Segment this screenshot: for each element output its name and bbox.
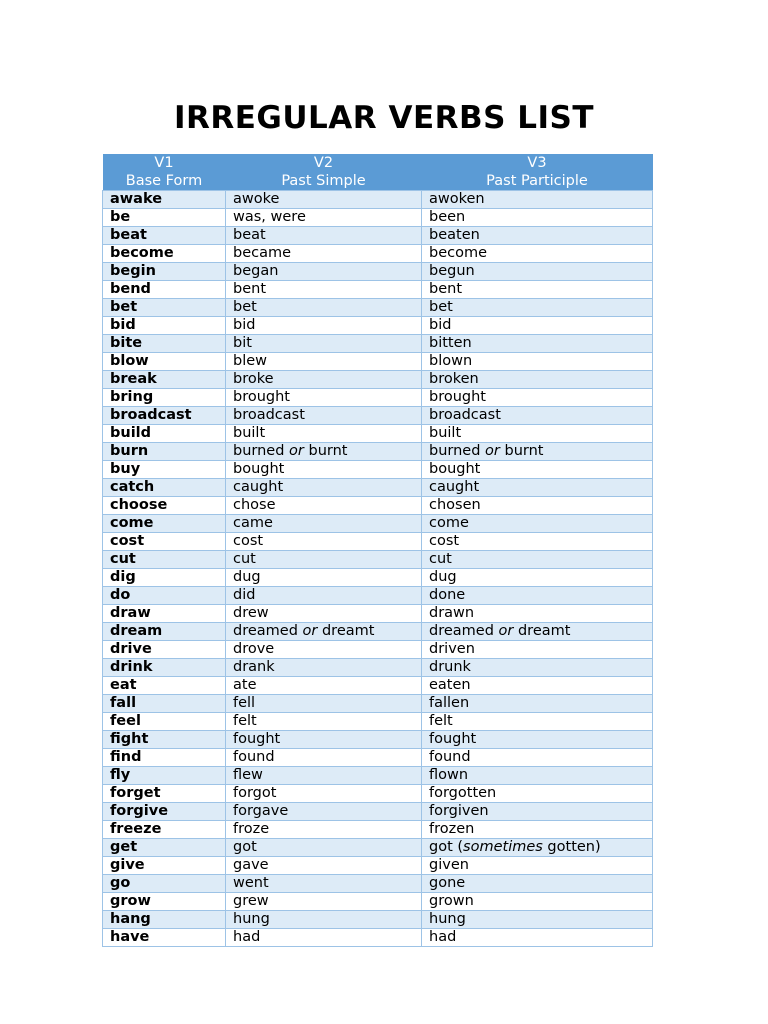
irregular-verbs-table	[102, 154, 653, 947]
verb-form-text: eaten	[429, 677, 471, 693]
past-participle-cell	[422, 515, 653, 533]
verb-form-text: broken	[429, 371, 479, 387]
verb-form-text: beaten	[429, 227, 480, 243]
verb-form-text: bent	[233, 281, 267, 297]
verb-form-text: dug	[233, 569, 261, 585]
verb-form-text: blown	[429, 353, 473, 369]
past-simple-cell	[226, 497, 422, 515]
column-header-code: V1	[154, 155, 174, 171]
verb-form-text: drank	[233, 659, 275, 675]
verb-form-text: caught	[233, 479, 284, 495]
past-simple-cell	[226, 893, 422, 911]
past-simple-cell	[226, 317, 422, 335]
base-form-cell: fight	[103, 731, 226, 749]
verb-form-text: bent	[429, 281, 463, 297]
past-simple-cell	[226, 299, 422, 317]
verb-form-text: broke	[233, 371, 274, 387]
table-row	[103, 641, 653, 659]
base-form-cell: be	[103, 209, 226, 227]
past-participle-cell	[422, 677, 653, 695]
past-simple-cell	[226, 695, 422, 713]
verb-form-text: burnt	[303, 443, 348, 459]
base-form-cell: have	[103, 929, 226, 947]
verb-form-text: fell	[233, 695, 256, 711]
verb-form-text: awoke	[233, 191, 280, 207]
table-row	[103, 479, 653, 497]
past-simple-cell	[226, 371, 422, 389]
past-simple-cell	[226, 641, 422, 659]
past-participle-cell	[422, 371, 653, 389]
table-row	[103, 587, 653, 605]
table-row	[103, 299, 653, 317]
past-simple-cell	[226, 713, 422, 731]
verb-form-text: was, were	[233, 209, 306, 225]
past-simple-cell	[226, 839, 422, 857]
past-participle-cell	[422, 461, 653, 479]
verb-form-text: forgiven	[429, 803, 489, 819]
past-simple-cell	[226, 929, 422, 947]
verb-form-text: bought	[233, 461, 285, 477]
verb-form-text: cost	[429, 533, 460, 549]
table-row	[103, 605, 653, 623]
verb-form-text: fallen	[429, 695, 470, 711]
past-participle-cell	[422, 209, 653, 227]
conjunction-text: or	[498, 623, 514, 639]
table-row	[103, 731, 653, 749]
verb-form-text: began	[233, 263, 279, 279]
table-row	[103, 425, 653, 443]
past-simple-cell	[226, 767, 422, 785]
verb-form-text: ate	[233, 677, 257, 693]
past-simple-cell	[226, 749, 422, 767]
past-simple-cell	[226, 443, 422, 461]
past-participle-cell	[422, 767, 653, 785]
verb-form-text: gone	[429, 875, 466, 891]
base-form-cell: bite	[103, 335, 226, 353]
table-body	[103, 191, 653, 947]
verb-form-text: brought	[233, 389, 290, 405]
table-row	[103, 371, 653, 389]
verb-form-text: drove	[233, 641, 275, 657]
base-form-cell: bid	[103, 317, 226, 335]
past-participle-cell	[422, 839, 653, 857]
past-participle-cell	[422, 407, 653, 425]
verb-form-text: bid	[233, 317, 256, 333]
past-participle-cell	[422, 497, 653, 515]
table-row	[103, 227, 653, 245]
past-participle-cell	[422, 659, 653, 677]
past-participle-cell	[422, 479, 653, 497]
past-participle-cell	[422, 317, 653, 335]
verb-form-text: come	[429, 515, 469, 531]
past-simple-cell	[226, 209, 422, 227]
past-participle-cell	[422, 875, 653, 893]
verb-form-text: drunk	[429, 659, 471, 675]
verb-form-text: bit	[233, 335, 252, 351]
table-row	[103, 389, 653, 407]
verb-form-text: bitten	[429, 335, 472, 351]
past-participle-cell	[422, 605, 653, 623]
past-simple-cell	[226, 227, 422, 245]
past-participle-cell	[422, 191, 653, 209]
base-form-cell: forget	[103, 785, 226, 803]
past-simple-cell	[226, 821, 422, 839]
base-form-cell: freeze	[103, 821, 226, 839]
past-simple-cell	[226, 191, 422, 209]
past-participle-cell	[422, 533, 653, 551]
verb-form-text: done	[429, 587, 466, 603]
verb-form-text: chosen	[429, 497, 481, 513]
base-form-cell: begin	[103, 263, 226, 281]
table-row	[103, 533, 653, 551]
base-form-cell: bet	[103, 299, 226, 317]
table-row	[103, 569, 653, 587]
verb-form-text: chose	[233, 497, 276, 513]
verb-form-text: cut	[429, 551, 452, 567]
verb-form-text: grown	[429, 893, 474, 909]
past-simple-cell	[226, 803, 422, 821]
table-row	[103, 353, 653, 371]
table-row	[103, 713, 653, 731]
column-header-past-participle	[422, 154, 653, 191]
verb-form-text: got (	[429, 839, 464, 855]
verb-form-text: been	[429, 209, 466, 225]
verb-form-text: dreamt	[317, 623, 375, 639]
base-form-cell: cut	[103, 551, 226, 569]
column-header-base-form	[103, 154, 226, 191]
verb-form-text: dreamed	[429, 623, 499, 639]
base-form-cell: broadcast	[103, 407, 226, 425]
base-form-cell: grow	[103, 893, 226, 911]
past-simple-cell	[226, 677, 422, 695]
past-simple-cell	[226, 389, 422, 407]
table-row	[103, 281, 653, 299]
verb-form-text: dreamt	[513, 623, 571, 639]
verb-form-text: dreamed	[233, 623, 303, 639]
table-row	[103, 335, 653, 353]
base-form-cell: get	[103, 839, 226, 857]
column-header-label: Past Participle	[486, 173, 588, 189]
column-header-label: Past Simple	[281, 173, 366, 189]
base-form-cell: blow	[103, 353, 226, 371]
table-row	[103, 623, 653, 641]
base-form-cell: bring	[103, 389, 226, 407]
past-simple-cell	[226, 353, 422, 371]
table-row	[103, 443, 653, 461]
table-row	[103, 695, 653, 713]
past-participle-cell	[422, 713, 653, 731]
past-participle-cell	[422, 929, 653, 947]
base-form-cell: give	[103, 857, 226, 875]
base-form-cell: feel	[103, 713, 226, 731]
past-simple-cell	[226, 533, 422, 551]
table-row	[103, 911, 653, 929]
past-simple-cell	[226, 461, 422, 479]
table-row	[103, 245, 653, 263]
header-row	[103, 154, 653, 191]
base-form-cell: break	[103, 371, 226, 389]
conjunction-text: or	[289, 443, 304, 459]
past-simple-cell	[226, 335, 422, 353]
column-header-code: V2	[313, 155, 334, 171]
table-row	[103, 209, 653, 227]
past-participle-cell	[422, 551, 653, 569]
past-participle-cell	[422, 281, 653, 299]
conjunction-text: sometimes	[463, 839, 543, 855]
base-form-cell: come	[103, 515, 226, 533]
past-simple-cell	[226, 407, 422, 425]
past-participle-cell	[422, 353, 653, 371]
past-participle-cell	[422, 263, 653, 281]
past-simple-cell	[226, 551, 422, 569]
verb-form-text: brought	[429, 389, 486, 405]
verb-form-text: felt	[233, 713, 257, 729]
past-participle-cell	[422, 641, 653, 659]
verb-form-text: got	[233, 839, 257, 855]
past-simple-cell	[226, 515, 422, 533]
past-simple-cell	[226, 857, 422, 875]
verb-form-text: cost	[233, 533, 264, 549]
column-header-code: V3	[527, 155, 547, 171]
verb-form-text: gave	[233, 857, 269, 873]
verb-form-text: driven	[429, 641, 475, 657]
verb-form-text: cut	[233, 551, 256, 567]
table-row	[103, 551, 653, 569]
verb-form-text: had	[429, 929, 457, 945]
table-row	[103, 821, 653, 839]
verb-form-text: flown	[429, 767, 469, 783]
table-row	[103, 767, 653, 785]
verb-form-text: did	[233, 587, 256, 603]
base-form-cell: cost	[103, 533, 226, 551]
verb-form-text: built	[233, 425, 266, 441]
base-form-cell: draw	[103, 605, 226, 623]
past-simple-cell	[226, 281, 422, 299]
past-participle-cell	[422, 731, 653, 749]
verb-form-text: drawn	[429, 605, 475, 621]
verb-form-text: drew	[233, 605, 269, 621]
past-participle-cell	[422, 299, 653, 317]
verb-form-text: fought	[233, 731, 281, 747]
verb-form-text: built	[429, 425, 462, 441]
table-row	[103, 317, 653, 335]
page-title: IRREGULAR VERBS LIST	[173, 100, 595, 136]
table-row	[103, 749, 653, 767]
verb-form-text: fought	[429, 731, 477, 747]
table-row	[103, 263, 653, 281]
past-participle-cell	[422, 695, 653, 713]
past-participle-cell	[422, 425, 653, 443]
table-row	[103, 461, 653, 479]
base-form-cell: go	[103, 875, 226, 893]
verb-form-text: burnt	[499, 443, 544, 459]
base-form-cell: dream	[103, 623, 226, 641]
past-simple-cell	[226, 623, 422, 641]
verb-form-text: found	[233, 749, 275, 765]
past-participle-cell	[422, 623, 653, 641]
table-row	[103, 929, 653, 947]
table-row	[103, 893, 653, 911]
base-form-cell: fly	[103, 767, 226, 785]
table-row	[103, 857, 653, 875]
table-row	[103, 497, 653, 515]
base-form-cell: drive	[103, 641, 226, 659]
base-form-cell: catch	[103, 479, 226, 497]
verb-form-text: bet	[429, 299, 453, 315]
verb-form-text: bid	[429, 317, 452, 333]
table-row	[103, 875, 653, 893]
past-participle-cell	[422, 803, 653, 821]
verb-form-text: burned	[429, 443, 486, 459]
past-participle-cell	[422, 821, 653, 839]
column-header-past-simple	[226, 154, 422, 191]
base-form-cell: dig	[103, 569, 226, 587]
base-form-cell: buy	[103, 461, 226, 479]
past-simple-cell	[226, 605, 422, 623]
base-form-cell: eat	[103, 677, 226, 695]
verb-form-text: bet	[233, 299, 257, 315]
past-participle-cell	[422, 227, 653, 245]
verb-form-text: flew	[233, 767, 263, 783]
base-form-cell: forgive	[103, 803, 226, 821]
past-simple-cell	[226, 911, 422, 929]
past-participle-cell	[422, 569, 653, 587]
verb-form-text: came	[233, 515, 273, 531]
table-row	[103, 659, 653, 677]
base-form-cell: choose	[103, 497, 226, 515]
verb-form-text: became	[233, 245, 292, 261]
table-row	[103, 785, 653, 803]
past-simple-cell	[226, 425, 422, 443]
base-form-cell: drink	[103, 659, 226, 677]
past-simple-cell	[226, 263, 422, 281]
verb-form-text: had	[233, 929, 261, 945]
past-simple-cell	[226, 785, 422, 803]
past-participle-cell	[422, 785, 653, 803]
table-row	[103, 803, 653, 821]
verb-form-text: hung	[429, 911, 466, 927]
base-form-cell: awake	[103, 191, 226, 209]
verb-form-text: begun	[429, 263, 475, 279]
past-simple-cell	[226, 245, 422, 263]
past-participle-cell	[422, 749, 653, 767]
verb-form-text: dug	[429, 569, 457, 585]
base-form-cell: beat	[103, 227, 226, 245]
verb-form-text: awoken	[429, 191, 485, 207]
past-participle-cell	[422, 245, 653, 263]
verb-form-text: bought	[429, 461, 481, 477]
base-form-cell: build	[103, 425, 226, 443]
verb-form-text: beat	[233, 227, 266, 243]
verb-form-text: forgot	[233, 785, 277, 801]
base-form-cell: burn	[103, 443, 226, 461]
past-participle-cell	[422, 857, 653, 875]
verb-form-text: grew	[233, 893, 269, 909]
table-row	[103, 515, 653, 533]
verb-form-text: broadcast	[429, 407, 501, 423]
past-participle-cell	[422, 335, 653, 353]
past-simple-cell	[226, 587, 422, 605]
verb-form-text: given	[429, 857, 469, 873]
past-simple-cell	[226, 569, 422, 587]
table-row	[103, 407, 653, 425]
verb-form-text: become	[429, 245, 488, 261]
base-form-cell: find	[103, 749, 226, 767]
base-form-cell: hang	[103, 911, 226, 929]
base-form-cell: bend	[103, 281, 226, 299]
past-participle-cell	[422, 587, 653, 605]
base-form-cell: become	[103, 245, 226, 263]
verb-form-text: forgave	[233, 803, 289, 819]
past-simple-cell	[226, 659, 422, 677]
table-row	[103, 191, 653, 209]
verb-form-text: found	[429, 749, 471, 765]
verb-form-text: froze	[233, 821, 270, 837]
verb-form-text: caught	[429, 479, 480, 495]
past-simple-cell	[226, 731, 422, 749]
verb-form-text: felt	[429, 713, 453, 729]
verb-form-text: gotten)	[542, 839, 601, 855]
conjunction-text: or	[485, 443, 500, 459]
verb-form-text: frozen	[429, 821, 475, 837]
base-form-cell: fall	[103, 695, 226, 713]
past-participle-cell	[422, 893, 653, 911]
verb-form-text: burned	[233, 443, 290, 459]
verb-form-text: hung	[233, 911, 270, 927]
table-row	[103, 839, 653, 857]
past-participle-cell	[422, 911, 653, 929]
column-header-label: Base Form	[125, 173, 203, 189]
past-simple-cell	[226, 875, 422, 893]
past-simple-cell	[226, 479, 422, 497]
verb-form-text: went	[233, 875, 269, 891]
base-form-cell: do	[103, 587, 226, 605]
past-participle-cell	[422, 443, 653, 461]
verb-form-text: broadcast	[233, 407, 305, 423]
table-header	[103, 154, 653, 191]
verb-form-text: forgotten	[429, 785, 497, 801]
verb-form-text: blew	[233, 353, 268, 369]
table-row	[103, 677, 653, 695]
past-participle-cell	[422, 389, 653, 407]
conjunction-text: or	[302, 623, 318, 639]
